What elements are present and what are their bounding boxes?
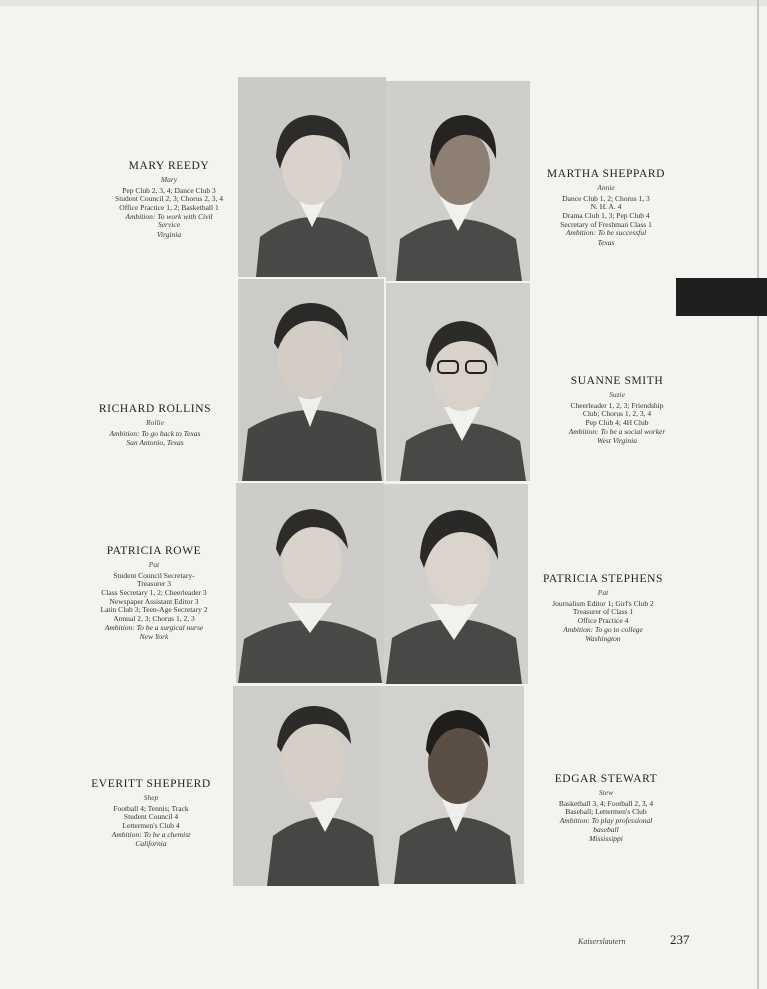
student-nickname: Pat bbox=[597, 588, 609, 598]
portrait-richard-rollins bbox=[238, 279, 384, 481]
activity-line: Journalism Editor 1; Girl's Club 2 bbox=[552, 598, 654, 608]
student-nickname: Pat bbox=[148, 560, 160, 570]
student-name: PATRICIA ROWE bbox=[106, 545, 202, 557]
portrait-martha-sheppard bbox=[386, 81, 530, 281]
student-nickname: Stew bbox=[598, 788, 614, 798]
ambition-line: Ambition: To be a social worker bbox=[568, 426, 666, 436]
activity-line: Annual 2, 3; Chorus 1, 2, 3 bbox=[113, 613, 195, 623]
ambition-line: Ambition: To be successful bbox=[565, 228, 647, 238]
student-entry-suanne-smith bbox=[526, 375, 708, 446]
hometown: West Virginia bbox=[597, 436, 637, 446]
activity-line: Lettermen's Club 4 bbox=[122, 821, 180, 831]
portrait-patricia-rowe bbox=[236, 483, 384, 683]
student-entry-mary-reedy bbox=[76, 160, 262, 240]
hometown: California bbox=[135, 839, 167, 849]
activity-line: Student Council Secretary- bbox=[113, 570, 195, 580]
ambition-line: Ambition: To play professional bbox=[559, 816, 653, 826]
page-top-edge bbox=[0, 0, 767, 6]
student-nickname: Mary bbox=[160, 175, 178, 185]
ambition-line: Ambition: To go back to Texas bbox=[109, 428, 201, 438]
student-nickname: Shep bbox=[143, 793, 159, 803]
ambition-line: Ambition: To be a surgical nurse bbox=[104, 622, 204, 632]
footer-place-name: Kaiserslautern bbox=[578, 937, 626, 946]
student-name: EDGAR STEWART bbox=[554, 773, 658, 785]
activity-line: Office Practice 4 bbox=[577, 616, 629, 626]
hometown: Washington bbox=[585, 634, 621, 644]
ambition-line: baseball bbox=[593, 824, 619, 834]
student-nickname: Annie bbox=[597, 183, 615, 193]
activity-line: Office Practice 1, 2; Basketball 1 bbox=[119, 203, 219, 213]
activity-line: Basketball 3, 4; Football 2, 3, 4 bbox=[558, 798, 654, 808]
hometown: New York bbox=[139, 632, 169, 642]
ambition-line: Ambition: To be a chemist bbox=[111, 829, 191, 839]
ambition-line: Ambition: To work with Civil bbox=[125, 211, 213, 221]
student-entry-everitt-shepherd bbox=[60, 778, 242, 849]
student-name: MARTHA SHEPPARD bbox=[546, 168, 666, 180]
activity-line: Treasurer 3 bbox=[136, 579, 172, 589]
activity-line: Secretary of Freshman Class 1 bbox=[560, 219, 652, 229]
student-entry-richard-rollins bbox=[64, 403, 246, 448]
student-entry-edgar-stewart bbox=[520, 773, 692, 844]
student-nickname: Rollie bbox=[146, 418, 164, 428]
activity-line: Pep Club 4; 4H Club bbox=[585, 418, 649, 428]
student-nickname: Suzie bbox=[609, 390, 625, 400]
activity-line: Club; Chorus 1, 2, 3, 4 bbox=[582, 409, 652, 419]
hometown: Virginia bbox=[156, 229, 182, 239]
student-name: SUANNE SMITH bbox=[570, 375, 664, 387]
activity-line: Newspaper Assistant Editor 3 bbox=[109, 596, 199, 606]
student-entry-patricia-stephens bbox=[513, 573, 693, 644]
portrait-everitt-shepherd bbox=[233, 686, 380, 886]
hometown: Mississippi bbox=[589, 834, 623, 844]
page-binding-edge bbox=[757, 0, 759, 989]
activity-line: N. H. A. 4 bbox=[590, 202, 622, 212]
activity-line: Latin Club 3; Teen-Age Secretary 2 bbox=[100, 605, 208, 615]
ambition-line: Ambition: To go to college bbox=[563, 624, 643, 634]
activity-line: Dance Club 1, 2; Chorus 1, 3 bbox=[562, 193, 650, 203]
portrait-suanne-smith bbox=[386, 283, 530, 481]
portrait-edgar-stewart bbox=[380, 686, 524, 884]
student-entry-patricia-rowe bbox=[60, 545, 248, 642]
student-name: MARY REEDY bbox=[128, 160, 210, 172]
ambition-line: Service bbox=[157, 220, 181, 230]
activity-line: Cheerleader 1, 2, 3; Friendship bbox=[570, 400, 664, 410]
section-edge-tab bbox=[676, 278, 767, 316]
activity-line: Pep Club 2, 3, 4; Dance Club 3 bbox=[122, 185, 216, 195]
activity-line: Football 4; Tennis; Track bbox=[113, 803, 189, 813]
page-number: 237 bbox=[670, 932, 690, 947]
activity-line: Student Council 2, 3; Chorus 2, 3, 4 bbox=[115, 194, 223, 204]
portrait-patricia-stephens bbox=[384, 484, 528, 684]
hometown: San Antonio, Texas bbox=[126, 438, 184, 448]
activity-line: Class Secretary 1, 2; Cheerleader 3 bbox=[101, 588, 207, 598]
hometown: Texas bbox=[597, 237, 615, 247]
activity-line: Treasurer of Class 1 bbox=[572, 607, 634, 617]
student-name: EVERITT SHEPHERD bbox=[91, 778, 211, 790]
student-entry-martha-sheppard bbox=[521, 168, 691, 248]
activity-line: Drama Club 1, 3; Pep Club 4 bbox=[562, 211, 650, 221]
activity-line: Student Council 4 bbox=[123, 812, 179, 822]
student-name: PATRICIA STEPHENS bbox=[542, 573, 663, 585]
activity-line: Baseball; Lettermen's Club bbox=[565, 807, 647, 817]
student-name: RICHARD ROLLINS bbox=[98, 403, 212, 415]
